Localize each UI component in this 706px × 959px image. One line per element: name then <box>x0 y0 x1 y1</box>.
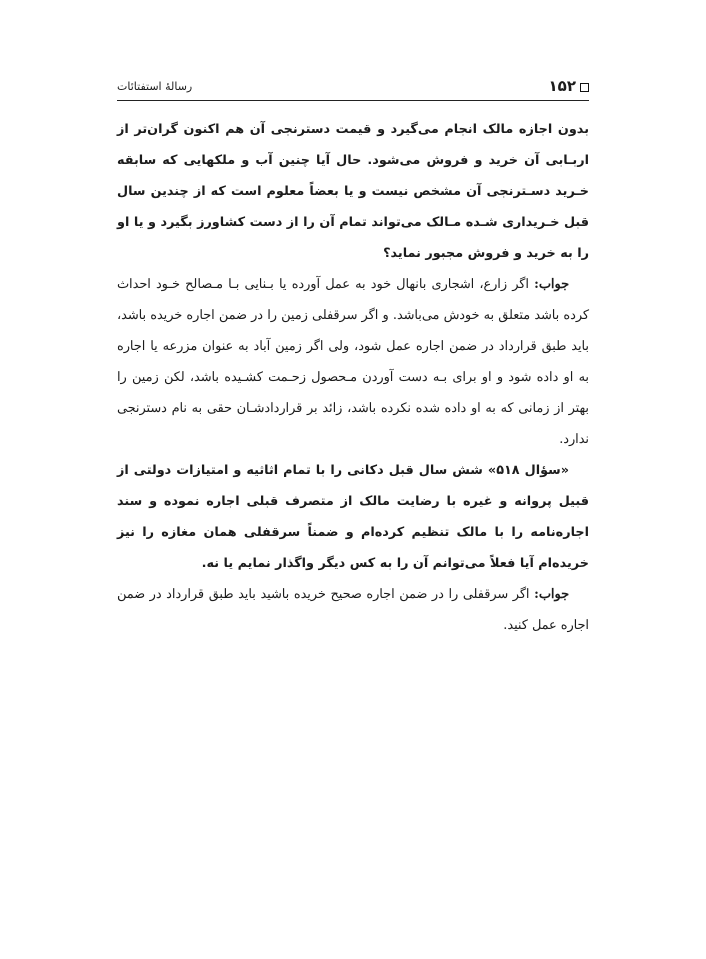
previous-question-continuation: بدون اجازه مالک انجام می‌گیرد و قیمت دسترنجی آن هم اکنون گران‌تر از اربـابی آن خرید و فروش می‌شود. حال آیا چنین آب و ملکهایی که سابقه خـرید دسـترنجی آن مشخص نیست و یا بعضاً معلوم است که از چندین سال قبل خـریداری شـده مـالک می‌تواند تمام آن را از دست کشاورز بگیرد و یا او را به خرید و فروش مجبور نماید؟ <box>117 122 589 261</box>
running-title: رسالۀ استفتائات <box>117 80 193 93</box>
page-header <box>117 76 589 98</box>
answer-518 <box>117 579 589 641</box>
header-divider <box>117 100 589 101</box>
square-bullet-icon <box>580 83 589 92</box>
answer-label: جواب: <box>534 587 569 602</box>
page-number: ۱۵۲ <box>548 77 576 95</box>
page-body <box>117 114 589 641</box>
question-518 <box>117 455 589 579</box>
question-number: «سؤال ۵۱۸» <box>487 463 569 478</box>
page-number-group <box>549 76 589 96</box>
answer-label: جواب: <box>534 277 569 292</box>
answer-text: اگر زارع، اشجاری بانهال خود به عمل آورده یا بـنایی بـا مـصالح خـود احداث کرده باشد متعلق به خودش می‌باشد. و اگر سرقفلی زمین را در ضمن اجاره خریده باشد، باید طبق قرارداد در ضمن اجاره عمل شود، ولی اگر زمین آباد به عنوان مزرعه یا اجاره به او داده شود و او برای بـه دست آوردن مـحصول زحـمت کشـیده باشد، لکن زمین را بهتر از زمانی که به او داده شده نکرده باشد، زائد بر قراردادشـان حقی به نام دسترنجی ندارد. <box>117 277 589 447</box>
previous-answer <box>117 269 589 455</box>
answer-text: اگر سرقفلی را در ضمن اجاره صحیح خریده باشید باید طبق قرارداد در ضمن اجاره عمل کنید. <box>117 587 589 633</box>
question-text: شش سال قبل دکانی را با تمام اثاثیه و امتیازات دولتی از قبیل پروانه و غیره با رضایت مالک از متصرف قبلی اجاره نموده و سند اجاره‌نامه را با مالک تنظیم کرده‌ام و ضمناً سرقفلی همان مغازه را نیز خریده‌ام آیا فعلاً می‌توانم آن را به کس دیگر واگذار نمایم یا نه. <box>117 463 589 571</box>
